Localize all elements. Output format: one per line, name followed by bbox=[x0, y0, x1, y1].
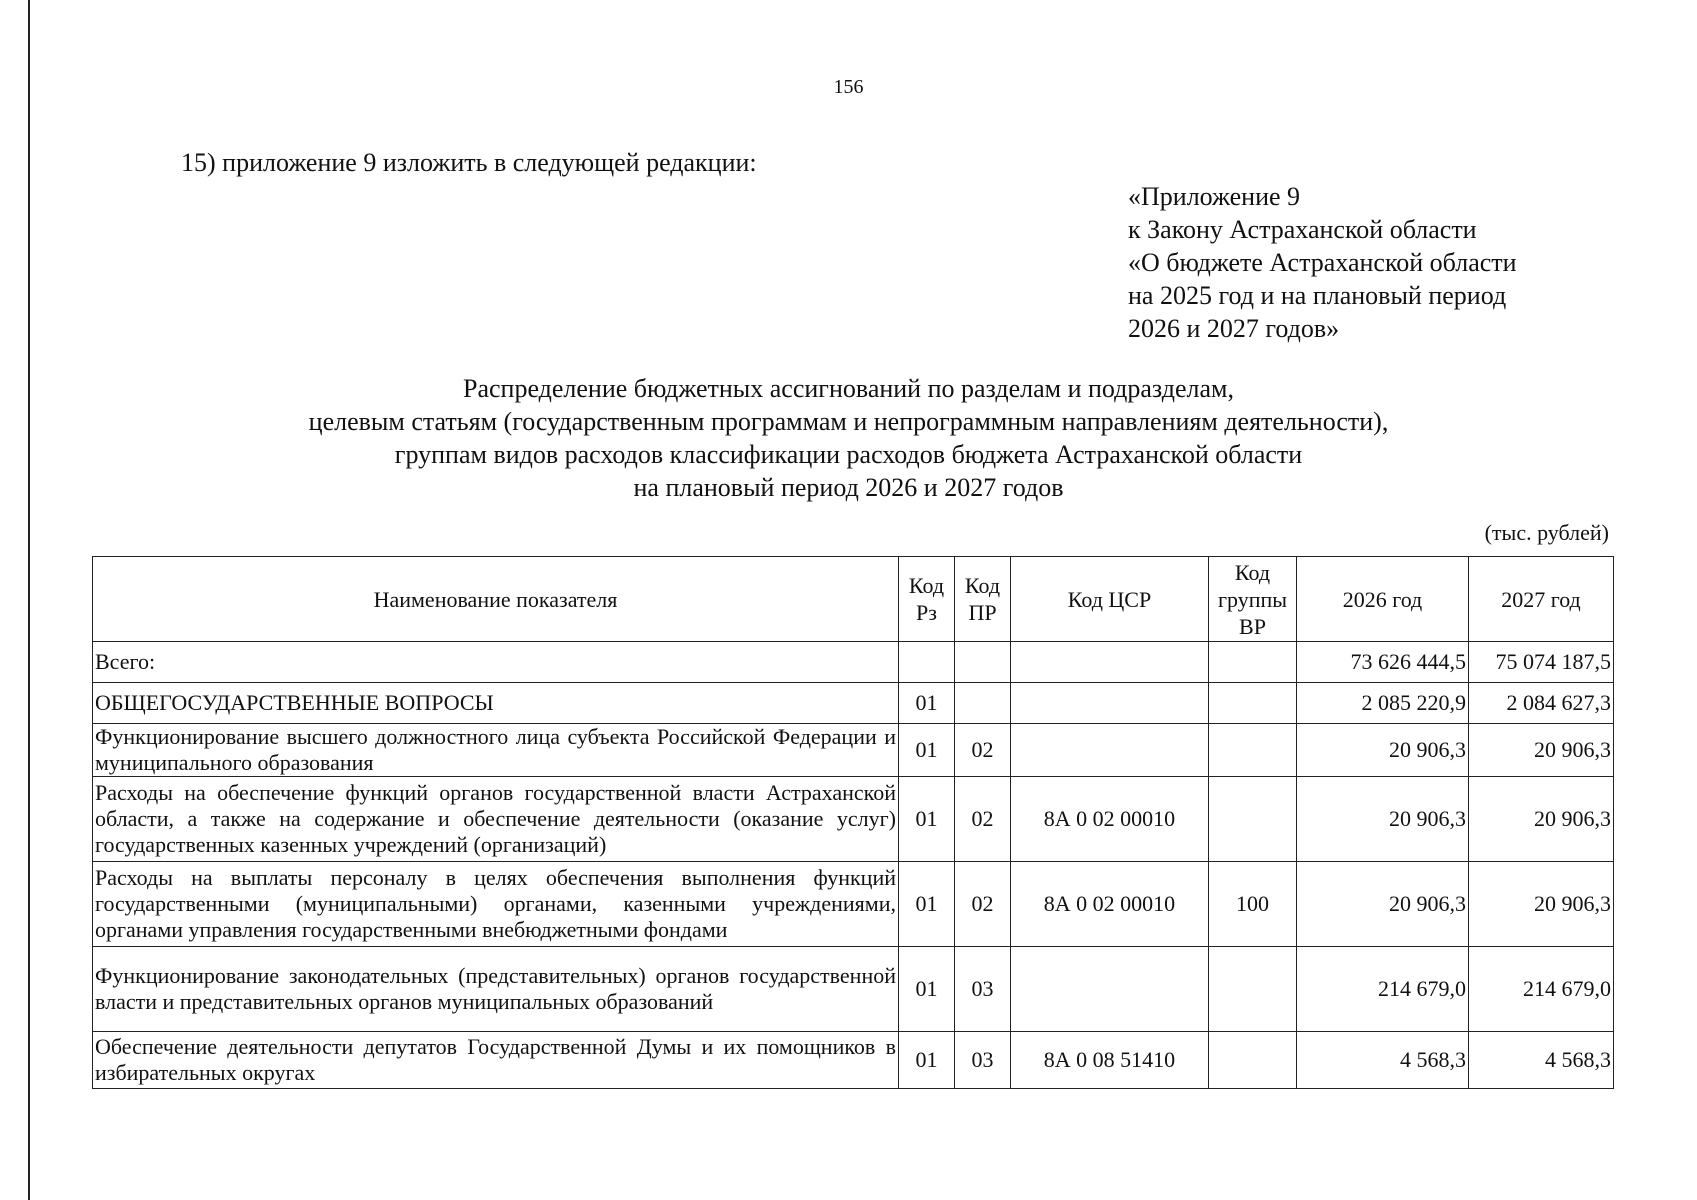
cell-name: Расходы на обеспечение функций органов государственной власти Астраханской области, а также на содержание и обеспечение деятельности (оказание услуг) государственных казенных учреждений (организаций) bbox=[93, 777, 899, 862]
cell-rz: 01 bbox=[899, 1032, 955, 1089]
table-row bbox=[93, 683, 1614, 724]
cell-2026: 73 626 444,5 bbox=[1297, 642, 1469, 683]
cell-vr: 100 bbox=[1209, 862, 1297, 947]
cell-csr: 8А 0 08 51410 bbox=[1011, 1032, 1209, 1089]
appendix-header-line: на 2025 год и на плановый период bbox=[1128, 281, 1507, 310]
cell-pr bbox=[955, 642, 1011, 683]
cell-pr: 02 bbox=[955, 724, 1011, 777]
cell-pr: 02 bbox=[955, 862, 1011, 947]
cell-2026: 20 906,3 bbox=[1297, 862, 1469, 947]
table-row bbox=[93, 947, 1614, 1032]
table-header-row bbox=[93, 557, 1614, 642]
cell-2026: 20 906,3 bbox=[1297, 777, 1469, 862]
cell-name: Функционирование высшего должностного лица субъекта Российской Федерации и муниципального образования bbox=[93, 724, 899, 777]
cell-rz: 01 bbox=[899, 777, 955, 862]
cell-vr bbox=[1209, 777, 1297, 862]
cell-pr: 02 bbox=[955, 777, 1011, 862]
appendix-header-line: 2026 и 2027 годов» bbox=[1128, 314, 1340, 343]
cell-pr bbox=[955, 683, 1011, 724]
cell-rz: 01 bbox=[899, 683, 955, 724]
cell-2027: 75 074 187,5 bbox=[1469, 642, 1614, 683]
cell-2026: 4 568,3 bbox=[1297, 1032, 1469, 1089]
cell-2026: 20 906,3 bbox=[1297, 724, 1469, 777]
appendix-header-line: «О бюджете Астраханской области bbox=[1128, 248, 1517, 277]
cell-pr: 03 bbox=[955, 947, 1011, 1032]
cell-2027: 2 084 627,3 bbox=[1469, 683, 1614, 724]
table-row bbox=[93, 862, 1614, 947]
cell-vr bbox=[1209, 724, 1297, 777]
cell-vr bbox=[1209, 947, 1297, 1032]
cell-rz: 01 bbox=[899, 947, 955, 1032]
cell-name: Обеспечение деятельности депутатов Государственной Думы и их помощников в избирательных округах bbox=[93, 1032, 899, 1089]
cell-csr: 8А 0 02 00010 bbox=[1011, 777, 1209, 862]
cell-csr bbox=[1011, 947, 1209, 1032]
amendment-instruction: 15) приложение 9 изложить в следующей редакции: bbox=[181, 148, 757, 177]
title-line: на плановый период 2026 и 2027 годов bbox=[633, 473, 1064, 502]
page-number: 156 bbox=[833, 76, 864, 98]
appendix-header-line: «Приложение 9 bbox=[1128, 182, 1301, 211]
header-rz: Код Рз bbox=[899, 557, 955, 642]
header-pr: Код ПР bbox=[955, 557, 1011, 642]
cell-csr: 8А 0 02 00010 bbox=[1011, 862, 1209, 947]
cell-vr bbox=[1209, 642, 1297, 683]
table-row bbox=[93, 642, 1614, 683]
cell-rz: 01 bbox=[899, 862, 955, 947]
document-title bbox=[0, 372, 1697, 504]
cell-name: Расходы на выплаты персоналу в целях обеспечения выполнения функций государственными (муниципальными) органами, казенными учреждениями, органами управления государственными внебюджетными фондами bbox=[93, 862, 899, 947]
cell-name: Всего: bbox=[93, 642, 899, 683]
header-csr: Код ЦСР bbox=[1011, 557, 1209, 642]
table-row bbox=[93, 777, 1614, 862]
cell-csr bbox=[1011, 683, 1209, 724]
title-line: целевым статьям (государственным программам и непрограммным направлениям деятельности), bbox=[308, 407, 1389, 436]
cell-name: Функционирование законодательных (представительных) органов государственной власти и представительных органов муниципальных образований bbox=[93, 947, 899, 1032]
cell-pr: 03 bbox=[955, 1032, 1011, 1089]
cell-2027: 20 906,3 bbox=[1469, 724, 1614, 777]
units-label: (тыс. рублей) bbox=[1484, 520, 1609, 545]
cell-2027: 20 906,3 bbox=[1469, 777, 1614, 862]
header-2027: 2027 год bbox=[1469, 557, 1614, 642]
title-line: Распределение бюджетных ассигнований по разделам и подразделам, bbox=[463, 374, 1234, 403]
budget-table bbox=[92, 556, 1614, 1089]
cell-rz: 01 bbox=[899, 724, 955, 777]
appendix-header bbox=[1128, 180, 1517, 345]
cell-name: ОБЩЕГОСУДАРСТВЕННЫЕ ВОПРОСЫ bbox=[93, 683, 899, 724]
header-vr: Код группы ВР bbox=[1209, 557, 1297, 642]
table-row bbox=[93, 1032, 1614, 1089]
table-row bbox=[93, 724, 1614, 777]
cell-csr bbox=[1011, 724, 1209, 777]
header-name: Наименование показателя bbox=[93, 557, 899, 642]
cell-csr bbox=[1011, 642, 1209, 683]
cell-2027: 20 906,3 bbox=[1469, 862, 1614, 947]
appendix-header-line: к Закону Астраханской области bbox=[1128, 215, 1477, 244]
cell-vr bbox=[1209, 1032, 1297, 1089]
cell-vr bbox=[1209, 683, 1297, 724]
cell-rz bbox=[899, 642, 955, 683]
cell-2027: 4 568,3 bbox=[1469, 1032, 1614, 1089]
title-line: группам видов расходов классификации расходов бюджета Астраханской области bbox=[394, 440, 1303, 469]
cell-2026: 214 679,0 bbox=[1297, 947, 1469, 1032]
page-left-edge bbox=[28, 0, 30, 1200]
header-2026: 2026 год bbox=[1297, 557, 1469, 642]
cell-2027: 214 679,0 bbox=[1469, 947, 1614, 1032]
cell-2026: 2 085 220,9 bbox=[1297, 683, 1469, 724]
